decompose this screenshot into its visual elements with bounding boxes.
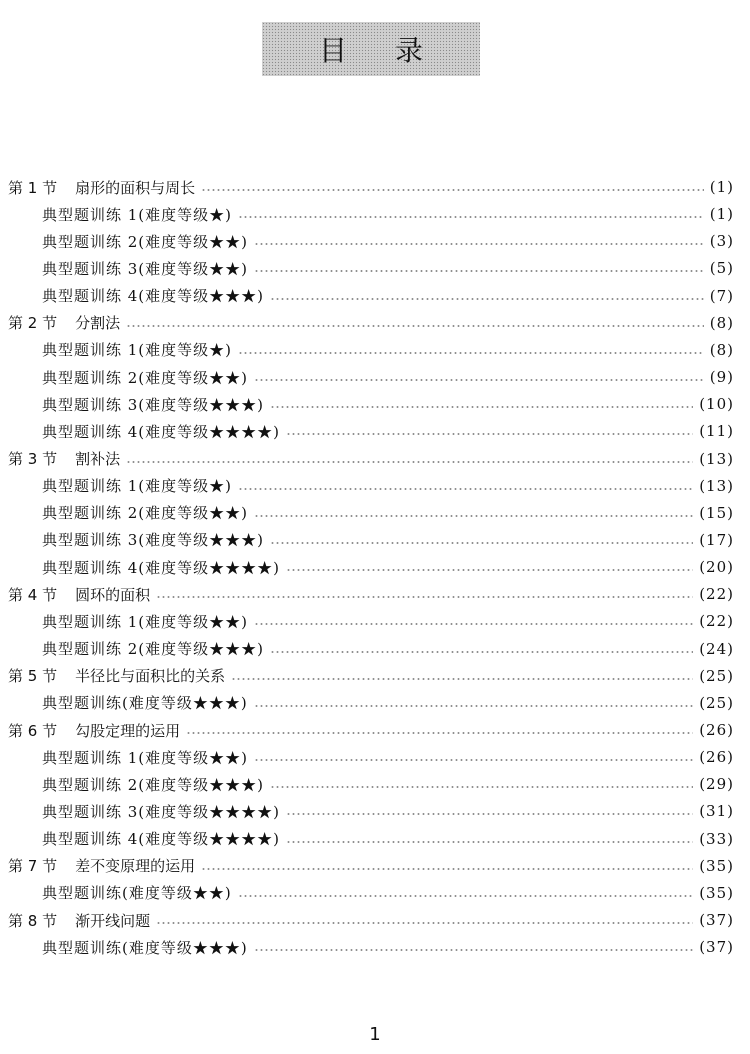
section-title: 割补法 xyxy=(75,450,121,468)
section-number: 第 7 节 xyxy=(8,857,58,876)
item-page-number: (26) xyxy=(699,748,734,767)
item-label: 典型题训练(难度等级★★★) xyxy=(42,694,248,713)
toc-item-row[interactable] xyxy=(42,554,734,580)
dot-leader xyxy=(254,270,704,272)
section-page-number: (25) xyxy=(699,666,734,685)
item-page-number: (25) xyxy=(699,693,734,712)
dot-leader xyxy=(254,759,693,761)
section-page-number: (13) xyxy=(699,449,734,468)
item-label: 典型题训练 3(难度等级★★★) xyxy=(42,531,265,550)
toc-item-row[interactable] xyxy=(42,744,734,770)
dot-leader xyxy=(270,298,704,300)
item-label: 典型题训练 4(难度等级★★★) xyxy=(42,287,265,306)
toc-item-row[interactable] xyxy=(42,880,734,906)
item-label: 典型题训练(难度等级★★) xyxy=(42,884,232,903)
toc-item-row[interactable] xyxy=(42,690,734,716)
toc-item-row[interactable] xyxy=(42,636,734,662)
section-number: 第 2 节 xyxy=(8,314,58,333)
item-page-number: (37) xyxy=(699,938,734,957)
section-title: 圆环的面积 xyxy=(75,585,151,604)
item-page-number: (24) xyxy=(699,639,734,658)
toc-item-row[interactable] xyxy=(42,255,734,281)
page-number: 1 xyxy=(369,1024,381,1045)
dot-leader xyxy=(238,895,693,897)
section-page-number: (22) xyxy=(699,585,734,604)
toc-section-row[interactable] xyxy=(8,310,734,336)
item-page-number: (13) xyxy=(699,476,734,495)
item-label: 典型题训练 2(难度等级★★★) xyxy=(42,640,265,659)
item-page-number: (11) xyxy=(699,422,734,441)
dot-leader xyxy=(231,678,693,680)
section-number: 第 1 节 xyxy=(8,178,58,197)
toc-title-box xyxy=(262,22,480,76)
section-title: 分割法 xyxy=(75,314,121,333)
toc-item-row[interactable] xyxy=(42,527,734,553)
toc-item-row[interactable] xyxy=(42,798,734,824)
dot-leader xyxy=(126,325,704,327)
section-title: 半径比与面积比的关系 xyxy=(75,667,226,686)
section-page-number: (37) xyxy=(699,911,734,930)
toc-section-row[interactable] xyxy=(8,663,734,689)
dot-leader xyxy=(270,786,693,788)
section-number: 第 6 节 xyxy=(8,721,58,740)
item-label: 典型题训练 1(难度等级★) xyxy=(42,477,233,496)
dot-leader xyxy=(254,623,693,625)
item-page-number: (20) xyxy=(699,558,734,577)
section-page-number: (1) xyxy=(709,178,734,196)
item-label: 典型题训练 4(难度等级★★★★) xyxy=(42,558,281,577)
item-label: 典型题训练 4(难度等级★★★★) xyxy=(42,422,281,441)
toc-item-row[interactable] xyxy=(42,608,734,634)
toc-section-row[interactable] xyxy=(8,581,734,607)
toc-section-row[interactable] xyxy=(8,717,734,743)
dot-leader xyxy=(238,216,704,218)
section-page-number: (8) xyxy=(709,313,734,332)
item-page-number: (22) xyxy=(699,612,734,631)
section-number: 第 8 节 xyxy=(8,911,58,930)
item-page-number: (29) xyxy=(699,775,734,794)
dot-leader xyxy=(286,813,693,815)
item-page-number: (7) xyxy=(709,286,734,305)
item-label: 典型题训练 1(难度等级★★) xyxy=(42,748,249,767)
item-label: 典型题训练 2(难度等级★★) xyxy=(42,504,249,523)
item-label: 典型题训练 1(难度等级★★) xyxy=(42,612,249,631)
item-page-number: (10) xyxy=(699,395,734,414)
dot-leader xyxy=(126,461,693,463)
section-number: 第 4 节 xyxy=(8,585,58,604)
toc-item-row[interactable] xyxy=(42,201,734,227)
section-title: 差不变原理的运用 xyxy=(75,857,196,876)
dot-leader xyxy=(270,651,693,653)
item-page-number: (1) xyxy=(709,205,734,224)
toc-item-row[interactable] xyxy=(42,337,734,363)
item-label: 典型题训练 2(难度等级★★★) xyxy=(42,775,265,794)
item-label: 典型题训练 3(难度等级★★★) xyxy=(42,395,265,414)
toc-item-row[interactable] xyxy=(42,473,734,499)
item-page-number: (5) xyxy=(709,259,734,278)
section-title: 扇形的面积与周长 xyxy=(75,178,196,197)
toc-section-row[interactable] xyxy=(8,907,734,933)
item-page-number: (9) xyxy=(709,368,734,387)
dot-leader xyxy=(201,189,704,191)
toc-title: 目录 xyxy=(318,34,471,67)
section-number: 第 3 节 xyxy=(8,450,58,468)
dot-leader xyxy=(254,379,704,381)
toc-item-row[interactable] xyxy=(42,418,734,444)
section-page-number: (26) xyxy=(699,721,734,739)
dot-leader xyxy=(238,352,704,354)
item-page-number: (33) xyxy=(699,829,734,848)
item-page-number: (17) xyxy=(699,530,734,549)
dot-leader xyxy=(286,433,693,435)
toc-item-row[interactable] xyxy=(42,391,734,417)
dot-leader xyxy=(270,542,693,544)
item-label: 典型题训练 1(难度等级★) xyxy=(42,205,233,224)
toc-item-row[interactable] xyxy=(42,500,734,526)
toc-item-row[interactable] xyxy=(42,283,734,309)
section-title: 勾股定理的运用 xyxy=(75,721,181,740)
toc-section-row[interactable] xyxy=(8,174,734,200)
toc-item-row[interactable] xyxy=(42,771,734,797)
toc-item-row[interactable] xyxy=(42,228,734,254)
dot-leader xyxy=(270,406,693,408)
dot-leader xyxy=(156,922,693,924)
item-label: 典型题训练 4(难度等级★★★★) xyxy=(42,830,281,849)
dot-leader xyxy=(238,488,693,490)
toc-section-row[interactable] xyxy=(8,446,734,472)
item-page-number: (3) xyxy=(709,232,734,251)
section-title: 渐开线问题 xyxy=(75,911,151,930)
item-label: 典型题训练 1(难度等级★) xyxy=(42,341,233,360)
item-label: 典型题训练 3(难度等级★★★★) xyxy=(42,802,281,821)
toc-item-row[interactable] xyxy=(42,364,734,390)
dot-leader xyxy=(201,868,693,870)
toc-item-row[interactable] xyxy=(42,934,734,960)
dot-leader xyxy=(254,949,693,951)
section-number: 第 5 节 xyxy=(8,667,58,686)
dot-leader xyxy=(156,596,693,598)
dot-leader xyxy=(254,243,704,245)
dot-leader xyxy=(286,841,693,843)
item-page-number: (8) xyxy=(709,340,734,359)
item-label: 典型题训练 2(难度等级★★) xyxy=(42,368,249,387)
section-page-number: (35) xyxy=(699,856,734,875)
toc-section-row[interactable] xyxy=(8,853,734,879)
item-label: 典型题训练(难度等级★★★) xyxy=(42,938,248,957)
item-label: 典型题训练 2(难度等级★★) xyxy=(42,232,249,251)
dot-leader xyxy=(286,569,693,571)
dot-leader xyxy=(254,705,693,707)
toc-item-row[interactable] xyxy=(42,826,734,852)
item-page-number: (35) xyxy=(699,883,734,902)
item-page-number: (15) xyxy=(699,503,734,522)
item-label: 典型题训练 3(难度等级★★) xyxy=(42,259,249,278)
dot-leader xyxy=(186,732,693,734)
dot-leader xyxy=(254,515,693,517)
item-page-number: (31) xyxy=(699,802,734,821)
